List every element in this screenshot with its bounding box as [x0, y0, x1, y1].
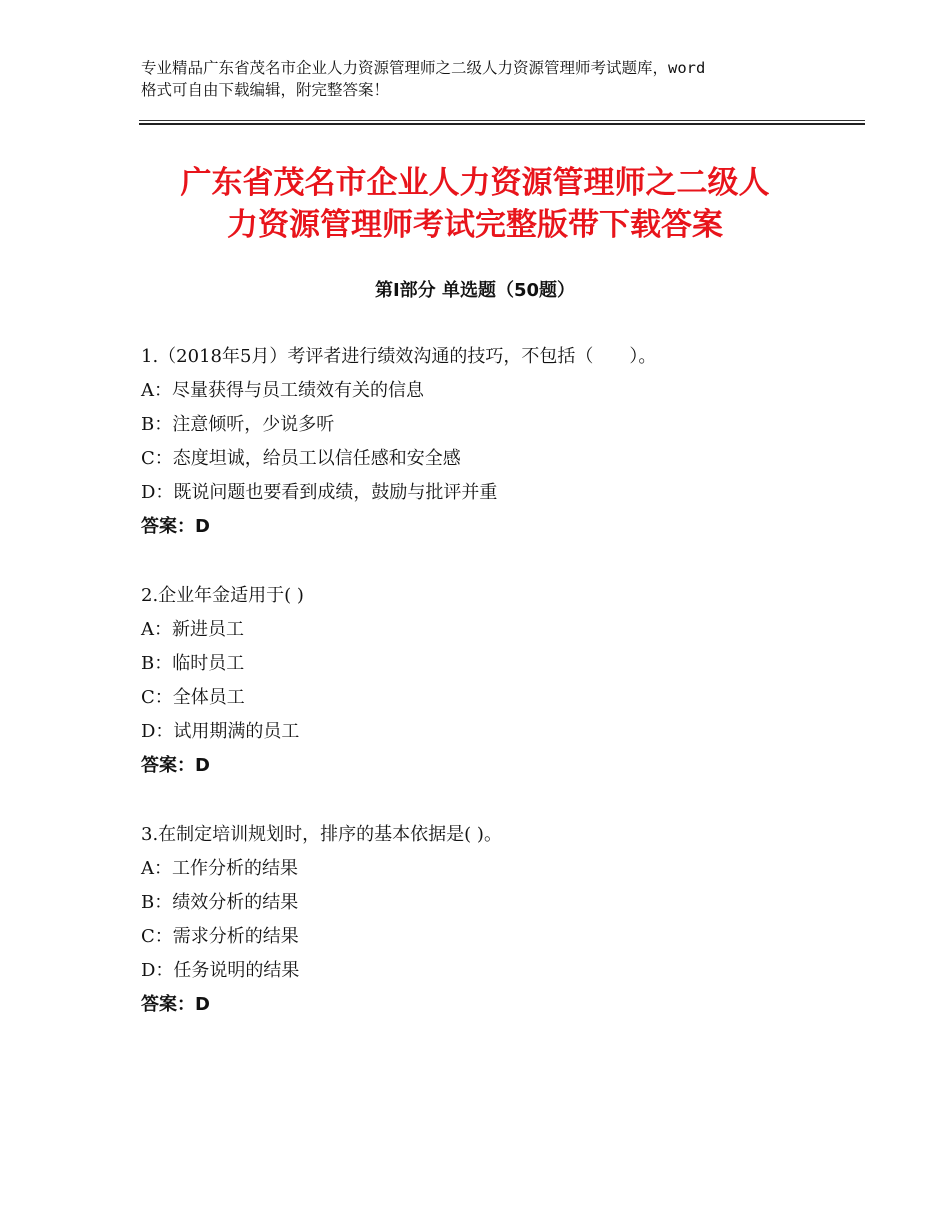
option-d: D：任务说明的结果: [141, 960, 300, 981]
option-a: A：新进员工: [141, 619, 244, 640]
answer: 答案：D: [141, 755, 210, 776]
question-block: [141, 818, 841, 1022]
document-title-line-1: 广东省茂名市企业人力资源管理师之二级人: [180, 165, 770, 201]
option-c: C：态度坦诚，给员工以信任感和安全感: [141, 448, 461, 469]
header-note-line-2: 格式可自由下载编辑，附完整答案！: [141, 81, 390, 99]
option-b: B：注意倾听，少说多听: [141, 414, 335, 435]
question-block: [141, 340, 841, 544]
option-c: C：需求分析的结果: [141, 926, 299, 947]
question-block: [141, 579, 841, 783]
option-b: B：临时员工: [141, 653, 245, 674]
header-note-line-1: 专业精品广东省茂名市企业人力资源管理师之二级人力资源管理师考试题库，word: [141, 59, 706, 77]
option-d: D：试用期满的员工: [141, 721, 300, 742]
question-stem: 2.企业年金适用于( ): [141, 585, 304, 606]
option-c: C：全体员工: [141, 687, 245, 708]
header-note: [141, 57, 841, 101]
option-a: A：工作分析的结果: [141, 858, 298, 879]
question-stem: 3.在制定培训规划时，排序的基本依据是( )。: [141, 824, 502, 845]
option-d: D：既说问题也要看到成绩，鼓励与批评并重: [141, 482, 498, 503]
option-a: A：尽量获得与员工绩效有关的信息: [141, 380, 424, 401]
answer: 答案：D: [141, 516, 210, 537]
question-stem: 1.（2018年5月）考评者进行绩效沟通的技巧，不包括（ ）。: [141, 346, 657, 367]
document-title-line-2: 力资源管理师考试完整版带下载答案: [227, 207, 723, 243]
header-rule-bottom: [139, 123, 865, 125]
document-title: [100, 162, 850, 246]
option-b: B：绩效分析的结果: [141, 892, 299, 913]
header-rule-top: [139, 120, 865, 121]
answer: 答案：D: [141, 994, 210, 1015]
section-heading: 第Ⅰ部分 单选题（50题）: [374, 280, 575, 301]
